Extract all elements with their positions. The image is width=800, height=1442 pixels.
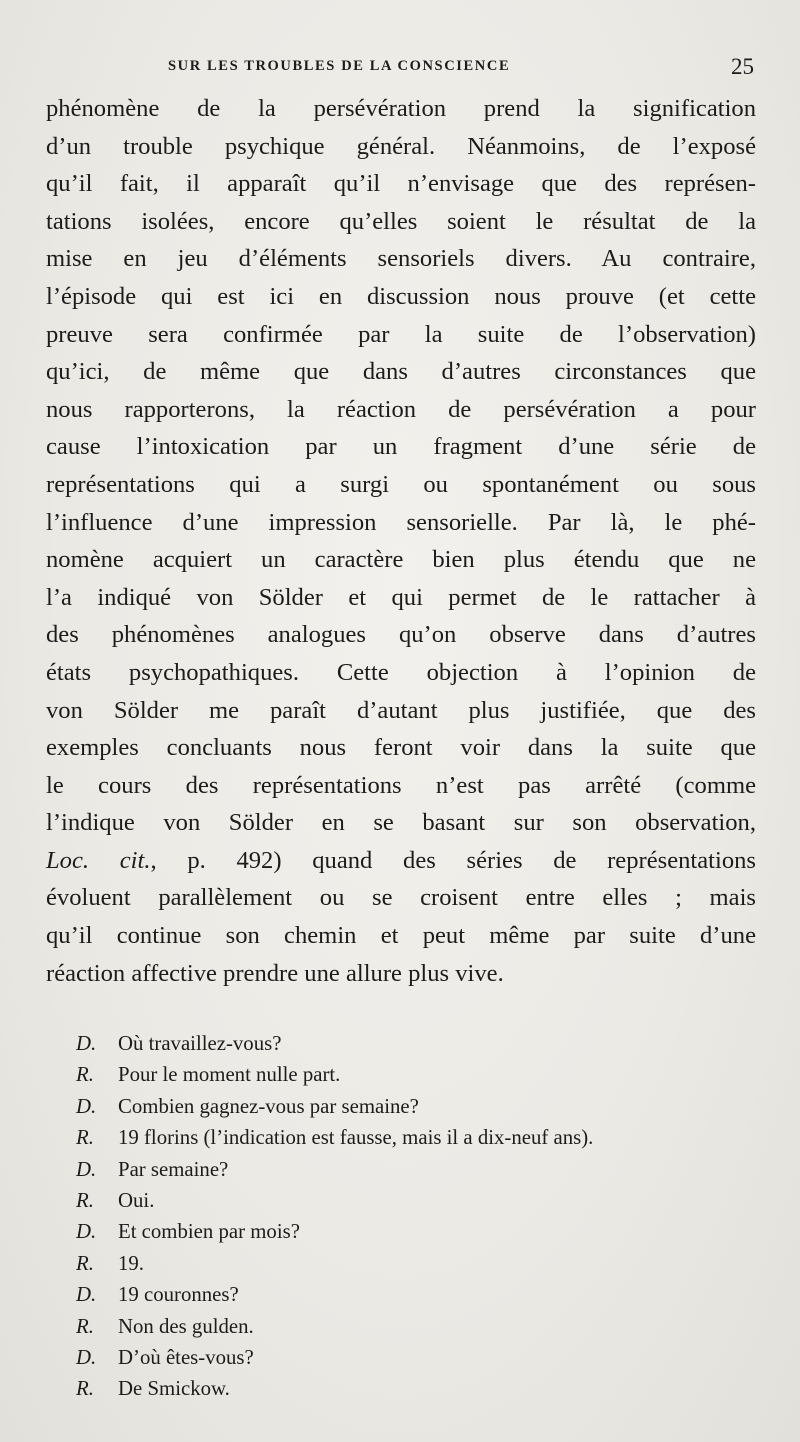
speaker-label: D. [76,1283,97,1307]
dialogue-line [76,1216,766,1247]
dialogue-text: Oui. [118,1188,155,1212]
running-title: SUR LES TROUBLES DE LA CONSCIENCE [168,58,511,74]
dialogue-text: De Smickow. [118,1377,230,1401]
text-line: états psychopathiques. Cette objection à l’opinion de [46,658,756,686]
speaker-label: D. [76,1220,97,1244]
dialogue-line [76,1185,766,1216]
dialogue-line [76,1154,766,1185]
text-line: l’épisode qui est ici en discussion nous prouve (et cette [46,282,756,310]
dialogue-text: Où travaillez-vous? [118,1032,282,1055]
text-line: l’a indiqué von Sölder et qui permet de le rattacher à [46,583,756,611]
speaker-label: D. [76,1032,97,1055]
text-line: nomène acquiert un caractère bien plus étendu que ne [46,546,756,574]
dialogue-line [76,1373,766,1404]
text-line: qu’il fait, il apparaît qu’il n’envisage que des représen- [46,170,756,198]
text-line: d’un trouble psychique général. Néanmoins, de l’exposé [46,132,756,160]
dialogue-text: Pour le moment nulle part. [118,1063,341,1087]
speaker-label: R. [76,1126,94,1150]
page-number: 25 [731,54,754,79]
text-line: exemples concluants nous feront voir dans la suite que [46,734,756,762]
speaker-label: R. [76,1188,94,1212]
text-line: phénomène de la persévération prend la signification [46,95,756,122]
dialogue-text: D’où êtes-vous? [118,1345,254,1369]
speaker-label: R. [76,1377,94,1401]
text-line: nous rapporterons, la réaction de persévération a pour [46,395,756,423]
text-line: qu’il continue son chemin et peut même par suite d’une [46,922,756,950]
text-line: le cours des représentations n’est pas arrêté (comme [46,771,756,799]
text-line: cause l’intoxication par un fragment d’une série de [46,433,756,461]
body-paragraph [46,90,756,992]
dialogue-line [76,1059,766,1090]
text-line: qu’ici, de même que dans d’autres circonstances que [46,358,756,386]
text-line: von Sölder me paraît d’autant plus justifiée, que des [46,696,756,724]
text-line: l’indique von Sölder en se basant sur son observation, [46,809,756,837]
dialogue-line [76,1122,766,1153]
dialogue-line [76,1091,766,1122]
text-line: tations isolées, encore qu’elles soient le résultat de la [46,207,756,235]
dialogue-text: 19 couronnes? [118,1283,239,1307]
text-line: évoluent parallèlement ou se croisent entre elles ; mais [46,884,756,912]
dialogue-line [76,1279,766,1310]
dialogue-text: Non des gulden. [118,1314,254,1338]
speaker-label: R. [76,1063,94,1087]
text-line: mise en jeu d’éléments sensoriels divers. Au contraire, [46,245,756,273]
dialogue-line [76,1028,766,1059]
dialogue-line [76,1311,766,1342]
speaker-label: D. [76,1157,97,1181]
text-line: des phénomènes analogues qu’on observe dans d’autres [46,621,756,649]
dialogue-line [76,1342,766,1373]
text-line: l’influence d’une impression sensorielle. Par là, le phé- [46,508,756,536]
speaker-label: R. [76,1251,94,1275]
speaker-label: D. [76,1094,97,1118]
dialogue-text: 19. [118,1251,144,1275]
speaker-label: D. [76,1345,97,1369]
text-line-last: réaction affective prendre une allure plus vive. [46,959,504,987]
citation-italic: Loc. cit. [46,846,151,874]
speaker-label: R. [76,1314,94,1338]
dialogue-block [76,1028,766,1405]
dialogue-text: 19 florins (l’indication est fausse, mais il a dix-neuf ans). [118,1126,594,1150]
dialogue-line [76,1248,766,1279]
dialogue-text: Par semaine? [118,1157,229,1181]
running-head [0,54,800,82]
text-line-citation [46,842,756,880]
dialogue-text: Combien gagnez-vous par semaine? [118,1094,419,1118]
text-line: représentations qui a surgi ou spontanément ou sous [46,470,756,498]
text-line: preuve sera confirmée par la suite de l’observation) [46,320,756,348]
citation-rest: , p. 492) quand des séries de représentations [150,846,756,874]
dialogue-text: Et combien par mois? [118,1220,300,1244]
